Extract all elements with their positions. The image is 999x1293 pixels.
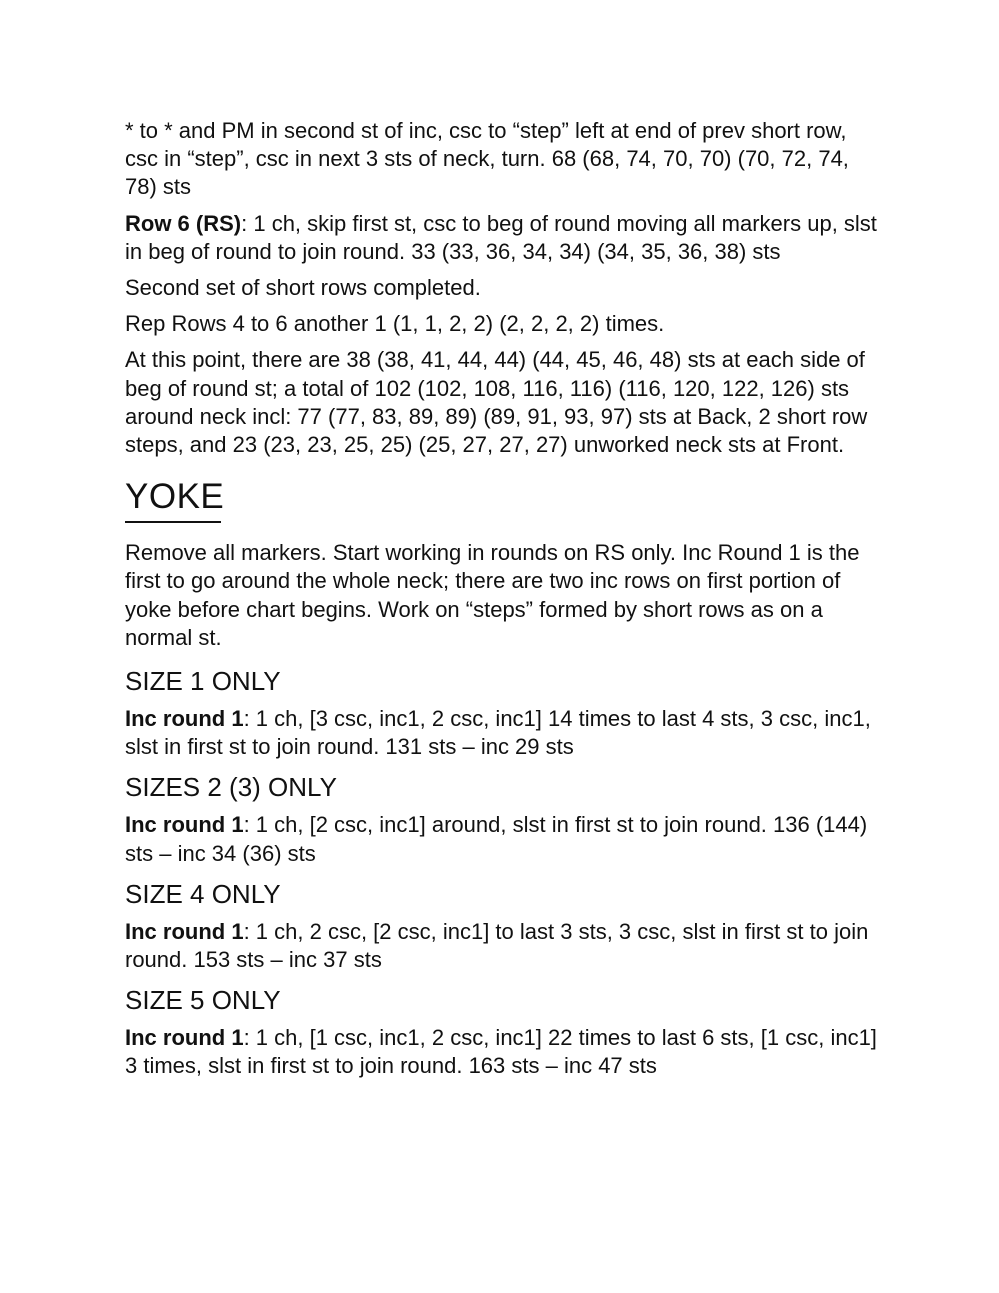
inc-round-label: Inc round 1 [125,812,244,838]
paragraph-second-set-completed: Second set of short rows completed. [125,275,481,301]
paragraph-size-4-inc [125,918,885,974]
paragraph-repeat-rows: Rep Rows 4 to 6 another 1 (1, 1, 2, 2) (2, 2, 2, 2) times. [125,311,665,337]
size-heading-2-3: SIZES 2 (3) ONLY [125,772,337,803]
paragraph-stitch-totals: At this point, there are 38 (38, 41, 44, 44) (44, 45, 46, 48) sts at each side of beg of round st; a total of 102 (102, 108, 116, 116) (116, 120, 122, 126) sts around neck incl: 77 (77, 83, 89, 89) (89, 91, 93, 97) sts at Back, 2 short row steps, and 23 (23, 23, 25, 25) (25, 27, 27, 27) unworked neck sts at Front. [125,347,868,458]
paragraph-row-6 [125,210,885,266]
paragraph-short-row-5-end: * to * and PM in second st of inc, csc to “step” left at end of prev short row, csc in “step”, csc in next 3 sts of neck, turn. 68 (68, 74, 70, 70) (70, 72, 74, 78) sts [125,118,849,200]
inc-round-text: : 1 ch, [2 csc, inc1] around, slst in first st to join round. 136 (144) sts – inc 34 (36) sts [125,812,868,866]
inc-round-label: Inc round 1 [125,918,244,944]
row-6-text: : 1 ch, skip first st, csc to beg of round moving all markers up, slst in beg of round to join round. 33 (33, 36, 34, 34) (34, 35, 36, 38) sts [125,210,877,264]
size-heading-1: SIZE 1 ONLY [125,666,281,697]
row-6-label: Row 6 (RS) [125,210,242,236]
inc-round-text: : 1 ch, [1 csc, inc1, 2 csc, inc1] 22 times to last 6 sts, [1 csc, inc1] 3 times, slst in first st to join round. 163 sts – inc 47 sts [125,1025,877,1079]
section-heading-yoke: YOKE [125,477,225,517]
inc-round-text: : 1 ch, 2 csc, [2 csc, inc1] to last 3 sts, 3 csc, slst in first st to join round. 153 sts – inc 37 sts [125,918,869,973]
paragraph-size-5-inc [125,1024,885,1080]
heading-underline [125,521,221,523]
paragraph-size-2-3-inc [125,811,885,867]
document-page [125,117,885,1081]
size-heading-4: SIZE 4 ONLY [125,878,281,909]
size-heading-5: SIZE 5 ONLY [125,985,281,1016]
paragraph-size-1-inc [125,705,885,761]
inc-round-text: : 1 ch, [3 csc, inc1, 2 csc, inc1] 14 times to last 4 sts, 3 csc, inc1, slst in first st to join round. 131 sts – inc 29 sts [125,706,871,760]
inc-round-label: Inc round 1 [125,1025,244,1051]
inc-round-label: Inc round 1 [125,706,244,732]
paragraph-yoke-intro: Remove all markers. Start working in rounds on RS only. Inc Round 1 is the first to go around the whole neck; there are two inc rows on first portion of yoke before chart begins. Work on “steps” formed by short rows as on a normal st. [125,540,860,650]
